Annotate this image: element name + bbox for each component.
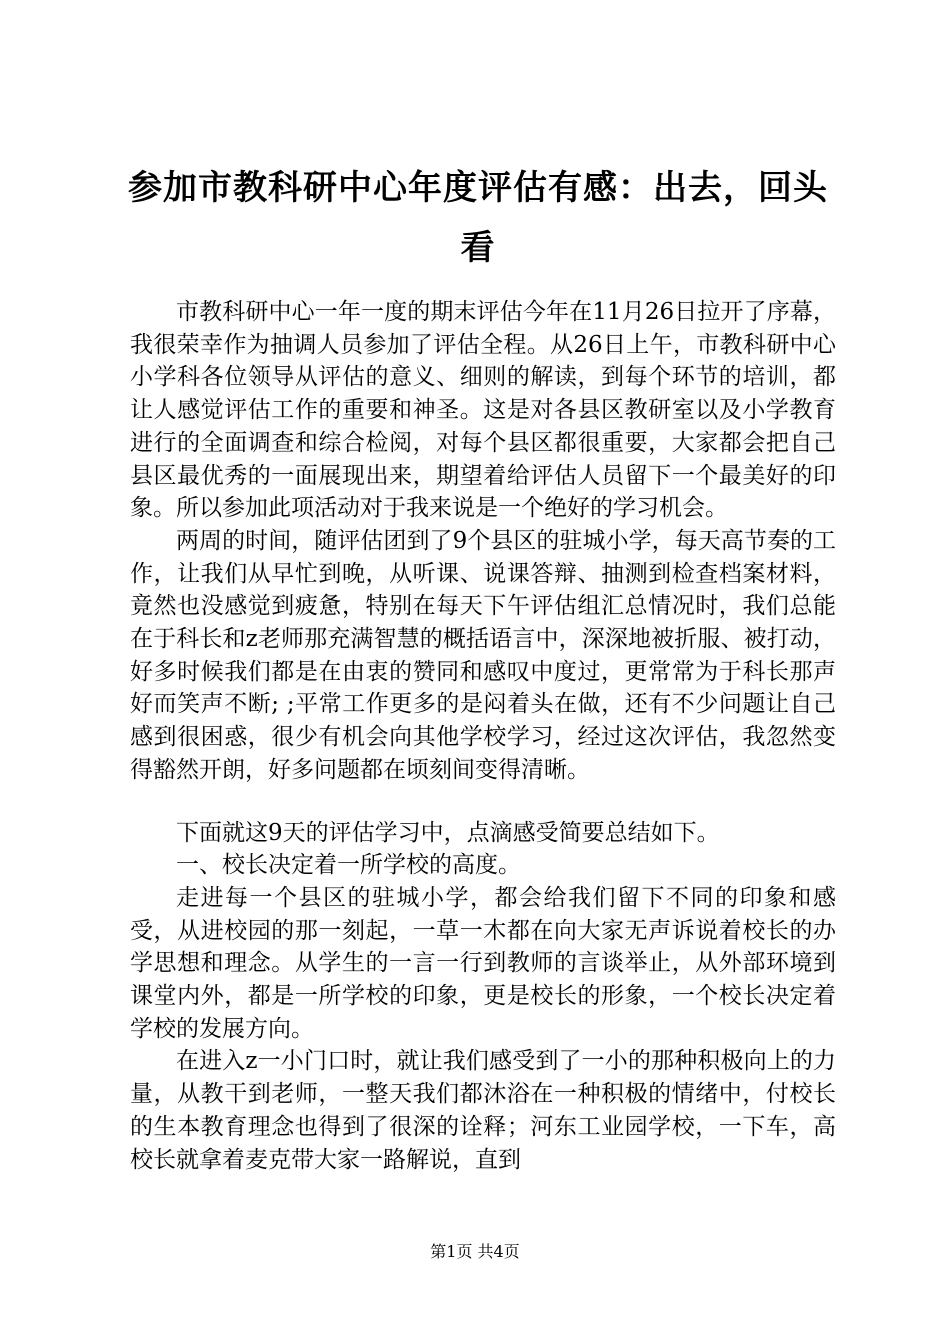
paragraph-principal-impression: 走进每一个县区的驻城小学，都会给我们留下不同的印象和感受，从进校园的那一刻起，一草一木都在向大家无声诉说着校长的办学思想和理念。从学生的一言一行到教师的言谈举止，从外部环境到课堂内外，都是一所学校的印象，更是校长的形象，一个校长决定着学校的发展方向。 (130, 884, 836, 1042)
paragraph-intro: 市教科研中心一年一度的期末评估今年在11月26日拉开了序幕，我很荣幸作为抽调人员参加了评估全程。从26日上午，市教科研中心小学科各位领导从评估的意义、细则的解读，到每个环节的培训，都让人感觉评估工作的重要和神圣。这是对各县区教研室以及小学教育进行的全面调查和综合检阅，对每个县区都很重要，大家都会把自己县区最优秀的一面展现出来，期望着给评估人员留下一个最美好的印象。所以参加此项活动对于我来说是一个绝好的学习机会。 (130, 299, 836, 522)
paragraph-two-weeks: 两周的时间，随评估团到了9个县区的驻城小学，每天高节奏的工作，让我们从早忙到晚，从听课、说课答辩、抽测到检查档案材料，竟然也没感觉到疲惫，特别在每天下午评估组汇总情况时，我们总能在于科长和z老师那充满智慧的概括语言中，深深地被折服、被打动，好多时候我们都是在由衷的赞同和感叹中度过，更常常为于科长那声好而笑声不断; ;平常工作更多的是闷着头在做，还有不少问题让自己感到很困惑，很少有机会向其他学校学习，经过这次评估，我忽然变得豁然开朗，好多问题都在顷刻间变得清晰。 (130, 527, 836, 783)
page-number-footer: 第1页 共4页 (430, 1242, 520, 1261)
document-title: 参加市教科研中心年度评估有感：出去，回头看 (128, 168, 828, 268)
section-heading-one: 一、校长决定着一所学校的高度。 (176, 852, 521, 879)
paragraph-summary-lead: 下面就这9天的评估学习中，点滴感受简要总结如下。 (176, 819, 720, 846)
document-body (130, 296, 836, 1176)
paragraph-school-visit: 在进入z一小门口时，就让我们感受到了一小的那种积极向上的力量，从教干到老师，一整天我们都沐浴在一种积极的情绪中，付校长的生本教育理念也得到了很深的诠释；河东工业园学校，一下车，高校长就拿着麦克带大家一路解说，直到 (130, 1048, 836, 1173)
